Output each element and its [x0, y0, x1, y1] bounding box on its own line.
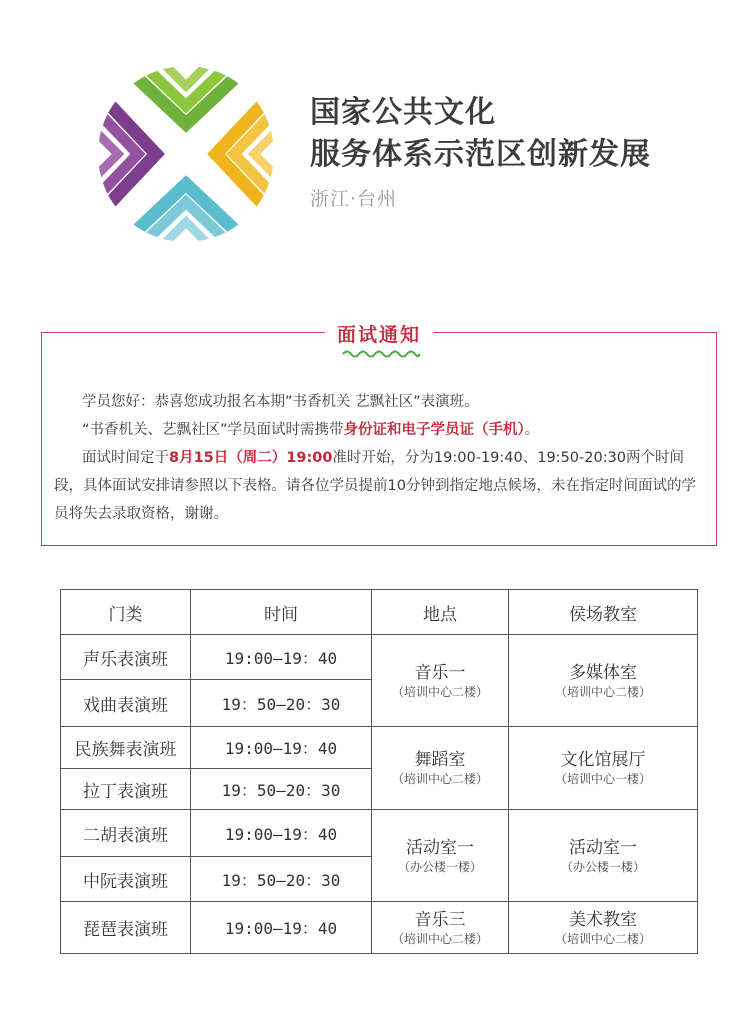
header-location: 地点 — [372, 590, 509, 635]
category-cell: 戏曲表演班 — [61, 680, 191, 727]
notice-documents-highlight: 身份证和电子学员证（手机） — [343, 422, 525, 438]
interview-notice-box — [41, 324, 717, 546]
notice-schedule-suffix: 准时开始，分为19:00-19:40、19:50-20:30两个时间段，具体面试安排请参照以下表格。请各位学员提前10分钟到指定地点候场，未在指定时间面试的学员将失去录取资格，谢谢。 — [54, 450, 696, 522]
logo-yellow-chevrons — [216, 86, 274, 222]
notice-schedule — [54, 444, 709, 528]
location-note: （培训中心二楼） — [391, 684, 488, 699]
location-name: 活动室一 — [406, 837, 474, 858]
brand-title-line1: 国家公共文化 — [310, 95, 496, 130]
location-note: （培训中心二楼） — [391, 772, 488, 786]
time-cell: 19:00—19：40 — [191, 902, 372, 954]
notice-title: 面试通知 — [325, 320, 433, 347]
location-cell — [372, 727, 509, 810]
category-cell: 声乐表演班 — [61, 635, 191, 680]
notice-greeting: 学员您好：恭喜您成功报名本期”书香机关 艺飘社区”表演班。 — [82, 394, 479, 410]
waiting-room-note: （办公楼一楼） — [560, 859, 645, 874]
notice-documents-prefix: “书香机关、艺飘社区”学员面试时需携带 — [82, 422, 344, 438]
logo-purple-chevrons — [98, 86, 156, 222]
category-cell: 民族舞表演班 — [61, 727, 191, 769]
location-name: 舞蹈室 — [414, 750, 466, 770]
header-waiting-room: 侯场教室 — [509, 590, 698, 635]
notice-documents — [54, 416, 709, 444]
waiting-room-cell — [509, 727, 698, 810]
waiting-room-name: 多媒体室 — [569, 662, 637, 683]
brand-block — [310, 92, 651, 211]
waiting-room-note: （培训中心二楼） — [554, 684, 651, 699]
category-cell: 中阮表演班 — [61, 857, 191, 902]
table-row — [61, 902, 698, 954]
location-name: 音乐三 — [414, 909, 466, 930]
notice-schedule-prefix: 面试时间定于 — [82, 450, 169, 466]
notice-schedule-highlight: 8月15日（周二）19:00 — [169, 450, 333, 466]
location-cell — [372, 902, 509, 954]
wave-divider-icon — [342, 349, 420, 359]
brand-title-line2: 服务体系示范区创新发展 — [310, 137, 651, 172]
table-row — [61, 727, 698, 769]
waiting-room-cell — [509, 902, 698, 954]
location-cell — [372, 810, 509, 902]
time-cell: 19:00—19：40 — [191, 635, 372, 680]
time-cell: 19:00—19：40 — [191, 810, 372, 857]
waiting-room-name: 美术教室 — [569, 909, 637, 930]
table-row — [61, 810, 698, 857]
table-row — [61, 635, 698, 680]
category-cell: 琵琶表演班 — [61, 902, 191, 954]
waiting-room-note: （培训中心一楼） — [554, 772, 651, 786]
location-note: （办公楼一楼） — [397, 859, 482, 874]
category-cell: 拉丁表演班 — [61, 769, 191, 810]
waiting-room-note: （培训中心二楼） — [554, 931, 651, 946]
logo-cyan-chevrons — [118, 184, 254, 242]
category-cell: 二胡表演班 — [61, 810, 191, 857]
interview-schedule-table — [60, 589, 698, 954]
notice-body — [54, 388, 709, 528]
logo-green-chevrons — [118, 66, 254, 124]
waiting-room-name: 活动室一 — [569, 837, 637, 858]
location-cell — [372, 635, 509, 727]
table-header-row — [61, 590, 698, 635]
logo-icon — [98, 66, 274, 242]
time-cell: 19:00—19：40 — [191, 727, 372, 769]
time-cell: 19：50—20：30 — [191, 680, 372, 727]
brand-location: 浙江·台州 — [310, 188, 398, 210]
location-name: 音乐一 — [414, 662, 466, 683]
waiting-room-cell — [509, 810, 698, 902]
time-cell: 19：50—20：30 — [191, 769, 372, 810]
waiting-room-cell — [509, 635, 698, 727]
header-category: 门类 — [61, 590, 191, 635]
time-cell: 19：50—20：30 — [191, 857, 372, 902]
location-note: （培训中心二楼） — [391, 931, 488, 946]
header-time: 时间 — [191, 590, 372, 635]
waiting-room-name: 文化馆展厅 — [560, 750, 646, 770]
notice-documents-suffix: 。 — [524, 422, 540, 438]
